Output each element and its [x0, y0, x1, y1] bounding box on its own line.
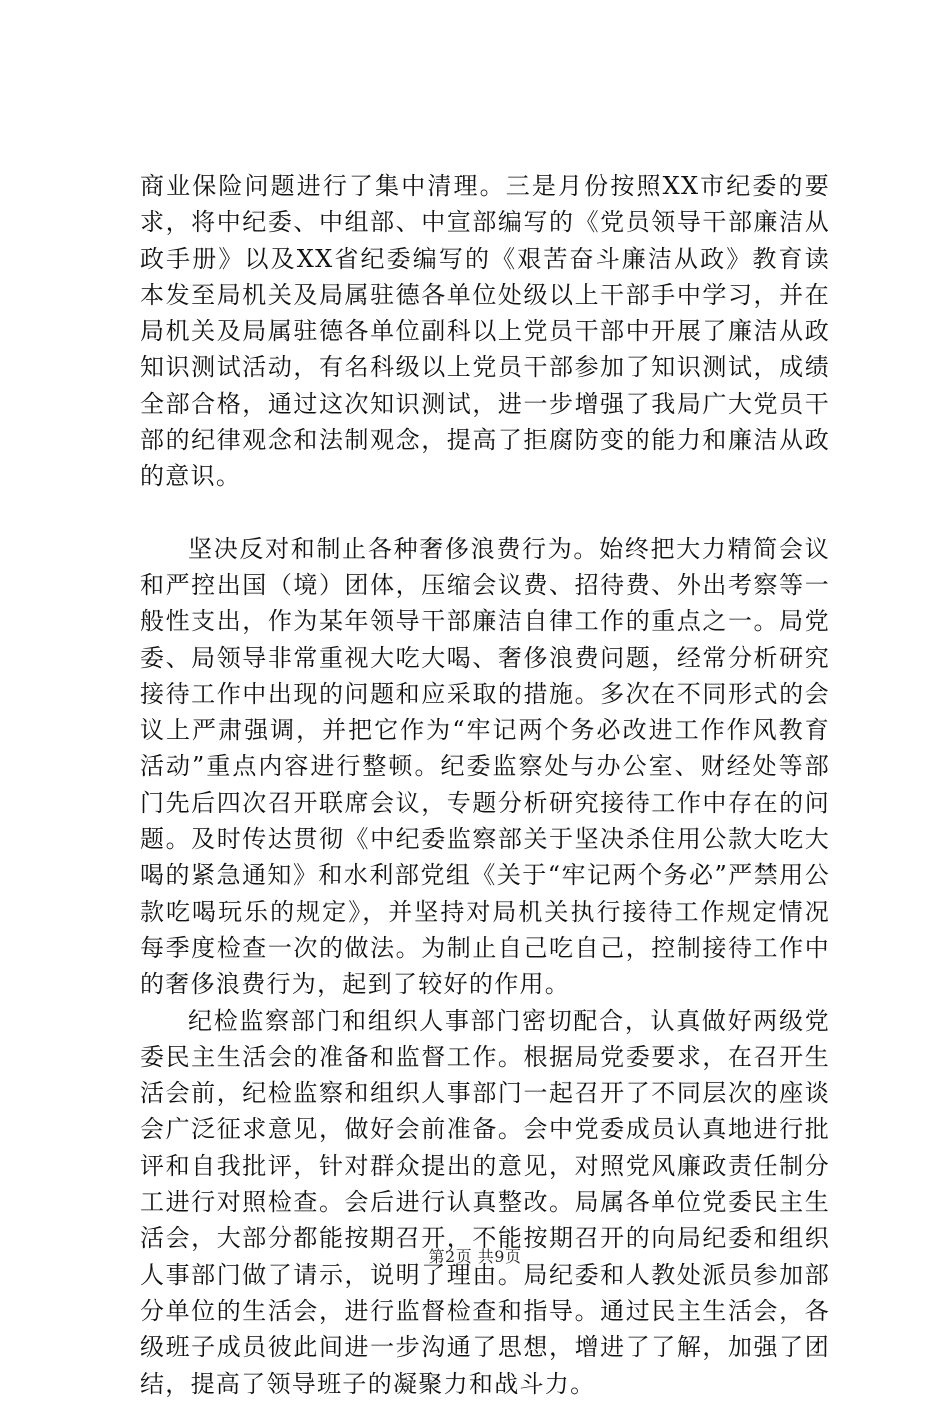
paragraph-oppose-extravagance: 坚决反对和制止各种奢侈浪费行为。始终把大力精简会议和严控出国（境）团体，压缩会议费、招待费、外出考察等一般性支出，作为某年领导干部廉洁自律工作的重点之一。局党委、局领导非常重视大吃大喝、奢侈浪费问题，经常分析研究接待工作中出现的问题和应采取的措施。多次在不同形式的会议上严肃强调，并把它作为“牢记两个务必改进工作作风教育活动”重点内容进行整顿。纪委监察处与办公室、财经处等部门先后四次召开联席会议，专题分析研究接待工作中存在的问题。及时传达贯彻《中纪委监察部关于坚决杀住用公款大吃大喝的紧急通知》和水利部党组《关于“牢记两个务必”严禁用公款吃喝玩乐的规定》，并坚持对局机关执行接待工作规定情况每季度检查一次的做法。为制止自己吃自己，控制接待工作中的奢侈浪费行为，起到了较好的作用。 — [140, 534, 830, 999]
paragraph-spacer — [140, 495, 830, 531]
page-number-footer: 第2页 共9页 — [428, 1247, 522, 1266]
document-body — [140, 168, 830, 1402]
paragraph-cleanup-and-study: 商业保险问题进行了集中清理。三是月份按照XX市纪委的要求，将中纪委、中组部、中宣部编写的《党员领导干部廉洁从政手册》以及XX省纪委编写的《艰苦奋斗廉洁从政》教育读本发至局机关及局属驻德各单位处级以上干部手中学习，并在局机关及局属驻德各单位副科以上党员干部中开展了廉洁从政知识测试活动，有名科级以上党员干部参加了知识测试，成绩全部合格，通过这次知识测试，进一步增强了我局广大党员干部的纪律观念和法制观念，提高了拒腐防变的能力和廉洁从政的意识。 — [140, 172, 830, 491]
paragraph-democratic-life-meeting: 纪检监察部门和组织人事部门密切配合，认真做好两级党委民主生活会的准备和监督工作。根据局党委要求，在召开生活会前，纪检监察和组织人事部门一起召开了不同层次的座谈会广泛征求意见，做好会前准备。会中党委成员认真地进行批评和自我批评，针对群众提出的意见，对照党风廉政责任制分工进行对照检查。会后进行认真整改。局属各单位党委民主生活会，大部分都能按期召开，不能按期召开的向局纪委和组织人事部门做了请示，说明了理由。局纪委和人教处派员参加部分单位的生活会，进行监督检查和指导。通过民主生活会，各级班子成员彼此间进一步沟通了思想，增进了了解，加强了团结，提高了领导班子的凝聚力和战斗力。 — [140, 1006, 830, 1398]
